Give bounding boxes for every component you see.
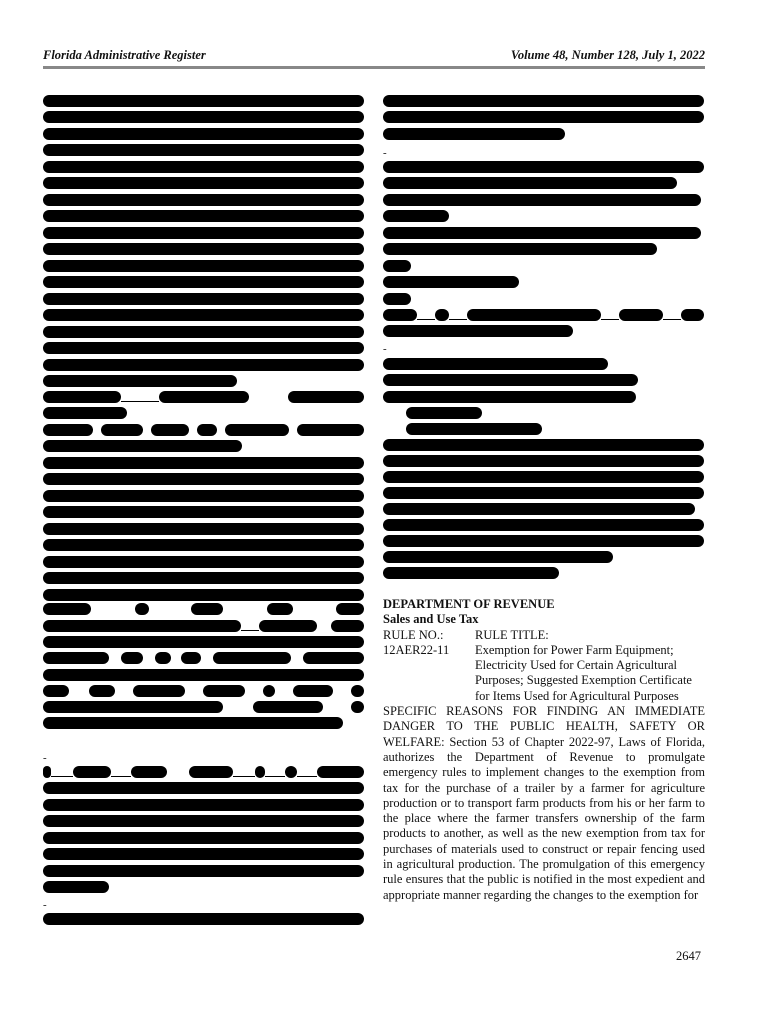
redacted-line xyxy=(43,490,364,502)
redacted-word xyxy=(43,407,127,419)
redacted-line xyxy=(43,881,109,893)
underline-segment xyxy=(297,776,317,777)
redacted-line xyxy=(43,669,364,681)
header-rule xyxy=(43,66,705,69)
redacted-line xyxy=(43,457,364,469)
redacted-line xyxy=(383,358,608,370)
redacted-line xyxy=(383,161,704,173)
redacted-line xyxy=(43,309,364,321)
redacted-word xyxy=(43,701,223,713)
redacted-line xyxy=(43,799,364,811)
redacted-line xyxy=(383,177,677,189)
redacted-line xyxy=(43,161,364,173)
redacted-line xyxy=(43,717,343,729)
redacted-word xyxy=(288,391,364,403)
redacted-line xyxy=(43,556,364,568)
redacted-word xyxy=(191,603,223,615)
redacted-line xyxy=(383,128,565,140)
running-header xyxy=(43,48,705,64)
underline-segment xyxy=(233,776,255,777)
redacted-line xyxy=(383,276,519,288)
redacted-line xyxy=(383,194,701,206)
redacted-word xyxy=(253,701,323,713)
rule-number: 12AER22-11 xyxy=(383,642,450,657)
redacted-word xyxy=(133,685,185,697)
redacted-line xyxy=(383,567,559,579)
redacted-line xyxy=(43,243,364,255)
redacted-line xyxy=(43,539,364,551)
redacted-word xyxy=(225,424,289,436)
redacted-line xyxy=(383,551,613,563)
page-number: 2647 xyxy=(676,949,701,963)
redacted-word xyxy=(285,766,297,778)
redacted-word xyxy=(73,766,111,778)
redacted-word xyxy=(155,652,171,664)
redacted-word xyxy=(351,701,364,713)
redacted-line xyxy=(43,440,242,452)
redacted-word xyxy=(383,309,417,321)
redacted-word xyxy=(467,309,601,321)
redacted-line xyxy=(383,519,704,531)
division-heading: Sales and Use Tax xyxy=(383,612,479,627)
redacted-word xyxy=(351,685,364,697)
redacted-word xyxy=(303,652,364,664)
redacted-line xyxy=(43,865,364,877)
redacted-line xyxy=(43,210,364,222)
redacted-word xyxy=(267,603,293,615)
redacted-word xyxy=(619,309,663,321)
redacted-word xyxy=(181,652,201,664)
redacted-word xyxy=(159,391,249,403)
redacted-line xyxy=(43,359,364,371)
redacted-line xyxy=(43,111,364,123)
specific-reasons-paragraph: SPECIFIC REASONS FOR FINDING AN IMMEDIATE DANGER TO THE PUBLIC HEALTH, SAFETY OR WELFARE: Section 53 of Chapter 2022-97, Laws of Florida, authorizes the Department of Revenue to promulgate emergency rules to implement changes to the exemption from tax for the purchase of a trailer by a farmer for agriculture production or to transport farm products from his or her farm to the place where the farmer transfers ownership of the farm products to another, as well as the new exemption from tax for purchases of materials used to construct or repair fencing used in agricultural production. The promulgation of this emergency rule ensures that the public is notified in the most expedient and appropriate manner regarding the changes to the exemption for xyxy=(383,704,705,902)
redacted-line xyxy=(43,194,364,206)
redacted-line xyxy=(43,636,364,648)
redacted-line xyxy=(43,293,364,305)
redacted-line xyxy=(383,439,704,451)
separator-dash: - xyxy=(383,343,387,355)
redacted-word xyxy=(213,652,291,664)
redacted-line xyxy=(383,293,411,305)
rule-labels-row xyxy=(383,628,705,643)
redacted-line xyxy=(383,210,449,222)
redacted-line xyxy=(43,589,364,601)
redacted-line xyxy=(43,506,364,518)
redacted-word xyxy=(263,685,275,697)
redacted-line xyxy=(383,260,411,272)
underline-segment xyxy=(111,776,131,777)
redacted-line xyxy=(43,815,364,827)
redacted-word xyxy=(43,685,69,697)
rule-no-label: RULE NO.: xyxy=(383,627,444,642)
redacted-word xyxy=(43,603,91,615)
underline-segment xyxy=(265,776,285,777)
redacted-line xyxy=(43,326,364,338)
redacted-line xyxy=(406,407,482,419)
redacted-word xyxy=(293,685,333,697)
separator-dash: - xyxy=(43,899,47,911)
redacted-line xyxy=(383,471,704,483)
redacted-line xyxy=(43,848,364,860)
redacted-line xyxy=(43,276,364,288)
redacted-line xyxy=(43,473,364,485)
redacted-word xyxy=(255,766,265,778)
redacted-line xyxy=(43,144,364,156)
redacted-word xyxy=(331,620,364,632)
redacted-word xyxy=(197,424,217,436)
redacted-line xyxy=(383,374,638,386)
underline-segment xyxy=(449,319,467,320)
redacted-word xyxy=(681,309,704,321)
redacted-line xyxy=(383,391,636,403)
separator-dash: - xyxy=(383,147,387,159)
redacted-line xyxy=(383,487,704,499)
redacted-word xyxy=(189,766,233,778)
underline-segment xyxy=(417,319,435,320)
redacted-line xyxy=(43,913,364,925)
redacted-line xyxy=(43,523,364,535)
redacted-line xyxy=(383,111,704,123)
redacted-word xyxy=(43,652,109,664)
redacted-line xyxy=(43,128,364,140)
publication-title: Florida Administrative Register xyxy=(43,48,206,62)
underline-segment xyxy=(51,776,73,777)
rule-title-label: RULE TITLE: xyxy=(475,627,549,642)
redacted-line xyxy=(43,572,364,584)
redacted-line xyxy=(43,95,364,107)
issue-info: Volume 48, Number 128, July 1, 2022 xyxy=(510,48,705,62)
underline-segment xyxy=(121,401,159,402)
redacted-word xyxy=(203,685,245,697)
separator-dash: - xyxy=(43,752,47,764)
rule-notice xyxy=(383,597,705,903)
redacted-line xyxy=(43,177,364,189)
redacted-word xyxy=(43,766,51,778)
redacted-line xyxy=(43,342,364,354)
department-heading: DEPARTMENT OF REVENUE xyxy=(383,597,555,611)
redacted-word xyxy=(317,766,364,778)
redacted-word xyxy=(297,424,364,436)
redacted-word xyxy=(131,766,167,778)
redacted-line xyxy=(383,455,704,467)
redacted-word xyxy=(101,424,143,436)
rule-title: Exemption for Power Farm Equipment; Electricity Used for Certain Agricultural Purposes; Suggested Exemption Certificate for Items Used for Agricultural Purposes xyxy=(475,642,692,703)
underline-segment xyxy=(601,319,619,320)
redacted-word xyxy=(435,309,449,321)
redacted-line xyxy=(43,782,364,794)
redacted-line xyxy=(383,535,704,547)
redacted-word xyxy=(259,620,317,632)
redacted-line xyxy=(43,260,364,272)
rule-values-row xyxy=(383,643,705,704)
redacted-line xyxy=(383,243,657,255)
redacted-line xyxy=(43,375,237,387)
redacted-line xyxy=(383,503,695,515)
redacted-word xyxy=(43,424,93,436)
redacted-line xyxy=(406,423,542,435)
redacted-word xyxy=(151,424,189,436)
redacted-word xyxy=(121,652,143,664)
underline-segment xyxy=(663,319,681,320)
redacted-word xyxy=(135,603,149,615)
redacted-line xyxy=(383,95,704,107)
redacted-word xyxy=(43,620,241,632)
redacted-word xyxy=(89,685,115,697)
redacted-line xyxy=(383,325,573,337)
underline-segment xyxy=(241,630,259,631)
redacted-line xyxy=(383,227,701,239)
redacted-word xyxy=(43,391,121,403)
redacted-line xyxy=(43,227,364,239)
redacted-line xyxy=(43,832,364,844)
redacted-word xyxy=(336,603,364,615)
